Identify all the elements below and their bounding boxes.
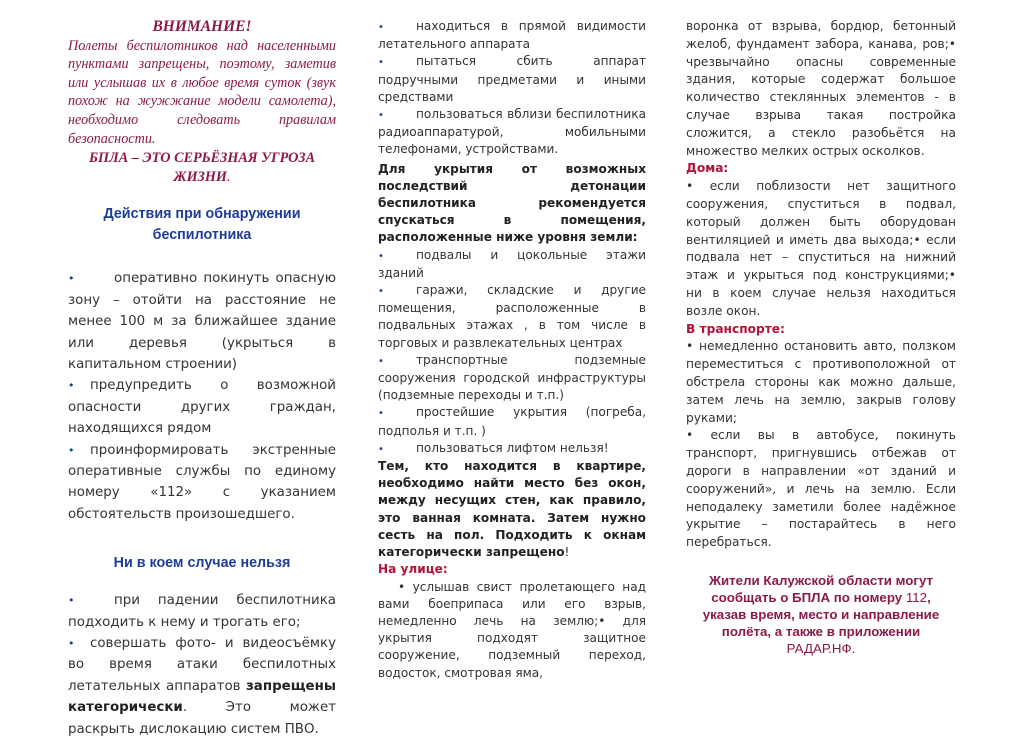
apartment-advice: Тем, кто находится в квартире, необходимо найти место без окон, между несущих стен, как правило, это ванная комната. Затем нужно сесть на пол. Подходить к окнам категорически запрещено! (378, 459, 646, 560)
app-name: РАДАР.НФ (786, 640, 852, 656)
home-text: • если поблизости нет защитного сооружения, спуститься в подвал, который должен быть оборудован вентиляцией и иметь два выхода;• если подвала нет – спуститься на нижний этаж и укрыться под конструкциями;• ни в коем случае нельзя находиться возле окон. (686, 179, 956, 318)
street-text-continued: воронка от взрыва, бордюр, бетонный желоб, фундамент забора, канава, ров;• чрезвычайно опасны современные здания, которые содержат большое количество стеклянных элементов - в случае взрыва такая постройка сложится, а стекло разобьётся на множество мелких острых осколков. (686, 19, 956, 158)
street-heading: На улице: (378, 562, 448, 577)
bullet-icon: • (378, 286, 384, 298)
street-text: • услышав свист пролетающего над вами боеприпаса или его взрыв, немедленно лечь на землю;• для укрытия подходят защитное сооружение, подземный переход, водосток, смотровая яма, (378, 579, 646, 680)
transport-text-1: • немедленно остановить авто, ползком переместиться с противоположной от обстрела стороны как можно дальше, затем лечь на землю, закрыв голову руками; (686, 339, 956, 425)
column-right (686, 18, 956, 657)
attention-title: ВНИМАНИЕ! (152, 18, 252, 35)
bullet-icon: • (378, 443, 384, 455)
list-item: • совершать фото- и видеосъёмку во время атаки беспилотных летательных аппаратов запрещены категорически. Это может раскрыть дислокацию систем ПВО. (68, 633, 336, 740)
bullet-icon: • (68, 637, 75, 651)
bullet-icon: • (68, 594, 75, 608)
list-item: • предупредить о возможной опасности других граждан, находящихся рядом (68, 375, 336, 439)
bullet-icon: • (378, 355, 384, 367)
list-item: • при падении беспилотника подходить к нему и трогать его; (68, 590, 336, 633)
bullet-icon: • (378, 57, 384, 69)
transport-heading: В транспорте: (686, 321, 785, 336)
list-item: • простейшие укрытия (погреба, подполья и т.п. ) (378, 405, 646, 438)
attention-threat: БПЛА – ЭТО СЕРЬЁЗНАЯ УГРОЗА ЖИЗНИ. (88, 150, 316, 185)
actions-list (68, 268, 336, 525)
column-left (68, 18, 336, 740)
bullet-icon: • (378, 408, 384, 420)
list-item: • пользоваться вблизи беспилотника радиоаппаратурой, мобильными телефонами, устройствами. (378, 107, 646, 157)
list-item: • пользоваться лифтом нельзя! (378, 440, 646, 458)
bullet-icon: • (68, 443, 75, 457)
list-item: • гаражи, складские и другие помещения, расположенные в подвальных этажах , в том числе в торговых и развлекательных центрах (378, 283, 646, 350)
attention-body: Полеты беспилотников над населенными пунктами запрещены, поэтому, заметив или услышав их в любое время суток (звук похож на жужжание модели самолета), необходимо следовать правилам безопасности. (68, 37, 336, 147)
column-middle (378, 18, 646, 682)
forbidden-list (68, 590, 336, 740)
actions-heading: Действия при обнаружении беспилотника (103, 206, 301, 244)
list-item: • оперативно покинуть опасную зону – отойти на расстояние не менее 100 м за ближайшее здание или деревья (укрыться в капитальном строении) (68, 268, 336, 375)
bullet-icon: • (378, 250, 384, 262)
report-note: Жители Калужской области могут сообщать о БПЛА по номеру 112, указав время, место и направление полёта, а также в приложении РАДАР.НФ. (702, 572, 940, 656)
phone-number: 112 (905, 589, 928, 605)
bullet-icon: • (68, 379, 75, 393)
shelter-intro: Для укрытия от возможных последствий детонации беспилотника рекомендуется спускаться в помещения, расположенные ниже уровня земли: (378, 161, 646, 245)
bullet-icon: • (68, 272, 75, 286)
transport-text-2: • если вы в автобусе, покинуть транспорт, пригнувшись отбежав от дороги в направлении «от зданий и сооружений», и лечь на землю. Если неподалеку заметили более надёжное укрытие – постарайтесь в него перебраться. (686, 428, 956, 550)
bullet-icon: • (378, 110, 384, 122)
list-item: • подвалы и цокольные этажи зданий (378, 247, 646, 280)
list-item: • транспортные подземные сооружения городской инфраструктуры (подземные переходы и т.п.) (378, 352, 646, 403)
home-heading: Дома: (686, 161, 729, 176)
list-item: • находиться в прямой видимости летательного аппарата (378, 19, 646, 52)
threat-text: БПЛА – ЭТО СЕРЬЁЗНАЯ УГРОЗА ЖИЗНИ (88, 150, 316, 185)
forbidden-heading: Ни в коем случае нельзя (113, 555, 291, 572)
list-item: • пытаться сбить аппарат подручными предметами и иными средствами (378, 54, 646, 104)
list-item: • проинформировать экстренные оперативные службы по единому номеру «112» с указанием обстоятельств произошедшего. (68, 440, 336, 526)
bullet-icon: • (378, 22, 384, 33)
